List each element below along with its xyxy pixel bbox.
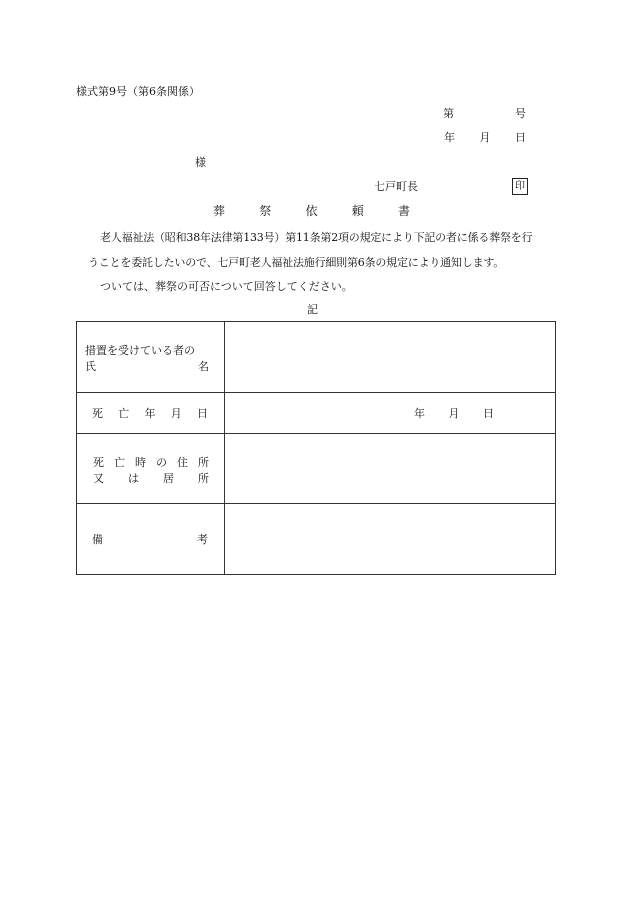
table-row (77, 504, 556, 575)
title-char: 祭 (259, 204, 272, 218)
doc-number-suffix: 号 (515, 107, 526, 120)
label-char: 考 (197, 533, 208, 546)
body-line-3: ついては、葬祭の可否について回答してください。 (100, 280, 353, 293)
label-char: は (128, 472, 139, 485)
form-number: 様式第9号（第6条関係） (76, 85, 200, 98)
addressee-suffix: 様 (195, 156, 206, 169)
label-char: 所 (198, 472, 209, 485)
label-cell (77, 504, 225, 575)
label-char: 時 (135, 456, 146, 469)
label-char: 居 (163, 472, 174, 485)
issue-date-day: 日 (515, 131, 526, 144)
body-line-2: うことを委託したいので、七戸町老人福祉法施行細則第6条の規定により通知します。 (88, 256, 505, 269)
date-of-death-cell[interactable] (225, 393, 556, 434)
label-char: 亡 (118, 407, 130, 420)
issue-date-year: 年 (444, 131, 455, 144)
label-line (93, 470, 209, 486)
label-char: 月 (170, 407, 182, 420)
label-cell (77, 393, 225, 434)
issue-date (444, 131, 526, 145)
label-char: 年 (144, 407, 156, 420)
label-char: 日 (197, 407, 208, 420)
seal-mark: 印 (512, 178, 528, 195)
label-char: 又 (93, 472, 104, 485)
document-title (213, 204, 410, 218)
label-line (92, 405, 208, 421)
title-char: 葬 (213, 204, 226, 218)
label-cell (77, 322, 225, 393)
doc-number-prefix: 第 (443, 107, 454, 120)
label-line (85, 358, 209, 374)
label-char: の (156, 456, 167, 469)
title-char: 依 (305, 204, 318, 218)
ki-label: 記 (307, 303, 318, 316)
label-cell (77, 434, 225, 504)
label-char: 住 (177, 456, 188, 469)
label-char: 亡 (114, 456, 125, 469)
table-row (77, 393, 556, 434)
body-line-1: 老人福祉法（昭和38年法律第133号）第11条第2項の規定により下記の者に係る葬祭を行 (100, 231, 533, 244)
document-number (443, 107, 526, 121)
title-char: 書 (397, 204, 410, 218)
label-char: 所 (198, 456, 209, 469)
date-year: 年 (414, 407, 425, 420)
date-month: 月 (448, 407, 460, 420)
label-line: 措置を受けている者の (85, 344, 195, 357)
name-value-cell[interactable] (225, 322, 556, 393)
label-char: 死 (93, 456, 104, 469)
remarks-value-cell[interactable] (225, 504, 556, 575)
sender-name: 七戸町長 (374, 180, 418, 193)
address-value-cell[interactable] (225, 434, 556, 504)
table-row (77, 322, 556, 393)
title-char: 頼 (351, 204, 364, 218)
details-table (76, 321, 556, 575)
label-line (93, 454, 209, 470)
label-char: 名 (198, 360, 209, 373)
label-char: 死 (92, 407, 103, 420)
date-of-death (414, 405, 494, 421)
label-line (92, 531, 208, 547)
issue-date-month: 月 (479, 131, 491, 144)
label-char: 氏 (85, 360, 96, 373)
date-day: 日 (483, 407, 494, 420)
table-row (77, 434, 556, 504)
label-char: 備 (92, 533, 103, 546)
